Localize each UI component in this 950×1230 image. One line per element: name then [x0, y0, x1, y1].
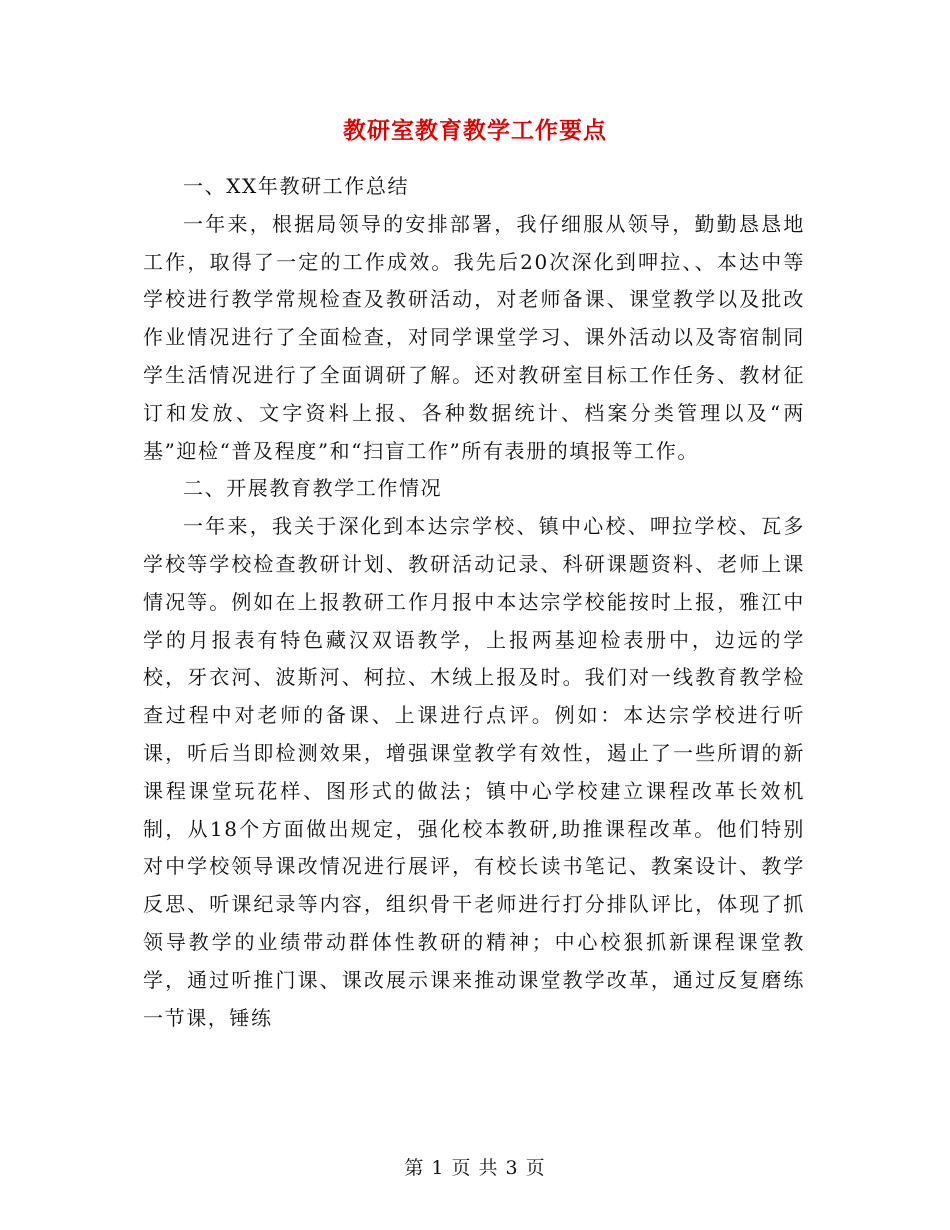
section-heading-summary: 一、XX年教研工作总结 [183, 174, 410, 198]
document-title: 教研室教育教学工作要点 [343, 117, 607, 144]
section-heading-work: 二、开展教育教学工作情况 [183, 476, 443, 501]
page-number-footer: 第 1 页 共 3 页 [404, 1157, 546, 1179]
body-paragraph: 一年来，根据局领导的安排部署，我仔细服从领导，勤勤恳恳地工作，取得了一定的工作成效。我先后20次深化到呷拉、、本达中等学校进行教学常规检查及教研活动，对老师备课、课堂教学以及批改作业情况进行了全面检查，对同学课堂学习、课外活动以及寄宿制同学生活情况进行了全面调研了解。还对教研室目标工作任务、教材征订和发放、文字资料上报、各种数据统计、档案分类管理以及“两基”迎检“普及程度”和“扫盲工作”所有表册的填报等工作。 [143, 211, 805, 463]
document-body [143, 168, 805, 1037]
body-paragraph: 一年来，我关于深化到本达宗学校、镇中心校、呷拉学校、瓦多学校等学校检查教研计划、教研活动记录、科研课题资料、老师上课情况等。例如在上报教研工作月报中本达宗学校能按时上报，雅江中学的月报表有特色藏汉双语教学，上报两基迎检表册中，边远的学校，牙衣河、波斯河、柯拉、木绒上报及时。我们对一线教育教学检查过程中对老师的备课、上课进行点评。例如：本达宗学校进行听课，听后当即检测效果，增强课堂教学有效性，遏止了一些所谓的新课程课堂玩花样、图形式的做法；镇中心学校建立课程改革长效机制，从18个方面做出规定，强化校本教研,助推课程改革。他们特别对中学校领导课改情况进行展评，有校长读书笔记、教案设计、教学反思、听课纪录等内容，组织骨干老师进行打分排队评比，体现了抓领导教学的业绩带动群体性教研的精神；中心校狠抓新课程课堂教学，通过听推门课、课改展示课来推动课堂教学改革，通过反复磨练一节课，锤练 [143, 514, 805, 1030]
